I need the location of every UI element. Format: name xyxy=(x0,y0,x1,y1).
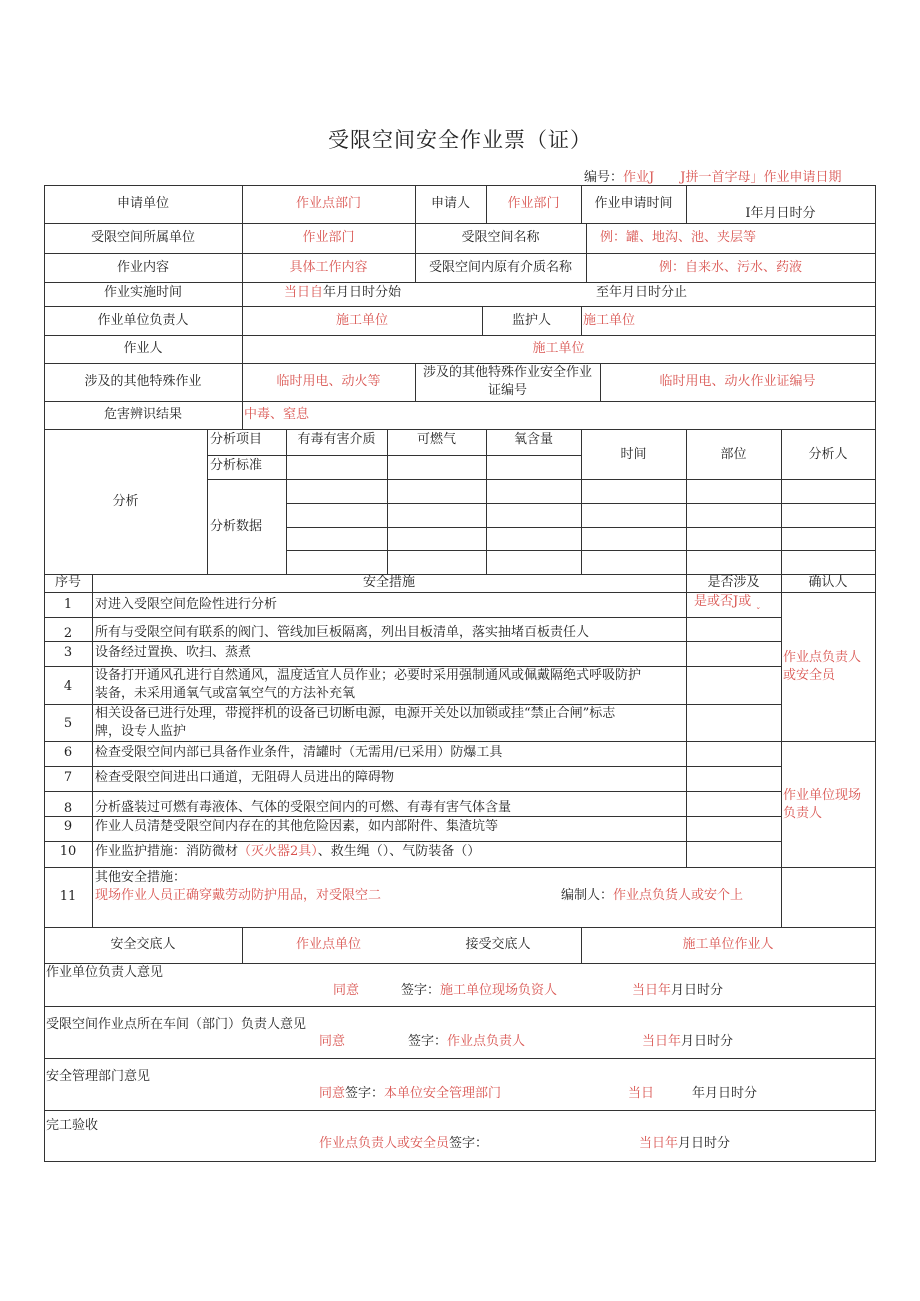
confirmer-a: 作业点负责人 xyxy=(783,650,862,665)
measure-text: 对进入受限空间危险性进行分析 xyxy=(95,597,278,612)
editor-label: 编制人： xyxy=(561,888,614,903)
serial-value: 作业J xyxy=(623,170,655,185)
content-value: 具体工作内容 xyxy=(289,260,368,275)
handover-to-label: 接受交底人 xyxy=(465,937,531,952)
measure-text: 分析盛装过可燃有毒液体、气体的受限空间内的可燃、有毒有害气体含量 xyxy=(95,800,512,815)
sign-label: 签字： xyxy=(408,1034,448,1049)
sign-label: 签字： xyxy=(345,1086,385,1101)
measure-no: 7 xyxy=(63,770,73,785)
special-cert-value: 临时用电、动火作业证编号 xyxy=(659,374,816,389)
col-time: 时间 xyxy=(620,447,647,462)
other-measures-text: 现场作业人员正确穿戴劳动防护用品，对受限空二 xyxy=(95,888,382,903)
opinion-date xyxy=(632,983,723,999)
owner-unit-value: 作业部门 xyxy=(302,230,355,245)
measures-header: 安全措施 xyxy=(362,575,415,590)
medium-label: 受限空间内原有介质名称 xyxy=(428,260,572,275)
sign-value: 作业点负责人 xyxy=(447,1034,526,1049)
hazard-label: 危害辨识结果 xyxy=(103,407,182,422)
measure-10-text: 作业监护措施：消防微材 xyxy=(95,844,239,859)
leader-value: 施工单位 xyxy=(335,313,388,328)
measure-no: 5 xyxy=(63,716,73,731)
date-red: 当日年 xyxy=(632,983,672,998)
date-text: 月日时分 xyxy=(671,983,724,998)
opinion-date xyxy=(639,1136,730,1152)
date-text: 月日时分 xyxy=(681,1034,734,1049)
other-measures-label: 其他安全措施： xyxy=(95,870,187,885)
measure-text-2: 装备，未采用通氧气或富氧空气的方法补充氧 xyxy=(95,686,356,701)
measure-no: 8 xyxy=(63,801,73,816)
sign-label: 签字： xyxy=(401,983,441,998)
apply-time-value: I年月日时分 xyxy=(745,206,816,221)
opinion-sign xyxy=(401,983,557,999)
impl-time-label: 作业实施时间 xyxy=(103,285,182,300)
measure-no: 4 xyxy=(63,679,73,694)
impl-time-from-text: 年月日时分始 xyxy=(323,285,402,300)
measure-text: 所有与受限空间有联系的阀门、管线加巨板隔离，列出目板清单，落实抽堵百板责任人 xyxy=(95,625,590,640)
editor-value: 作业点负货人或安个上 xyxy=(613,888,744,903)
form-title: 受限空间安全作业票（证） xyxy=(328,128,592,152)
analysis-label: 分析 xyxy=(112,494,139,509)
handover-from-value: 作业点单位 xyxy=(295,937,361,952)
medium-value: 例：自来水、污水、药液 xyxy=(658,260,802,275)
opinion-title: 受限空间作业点所在车间（部门）负责人意见 xyxy=(46,1017,307,1032)
involved-note: 是或否J或 xyxy=(694,594,752,609)
analysis-item-label: 分析项目 xyxy=(210,432,263,447)
measure-text: 检查受限空间内部已具备作业条件，清罐时（无需用/已采用）防爆工具 xyxy=(95,745,503,760)
apply-time-label: 作业申请时间 xyxy=(594,196,673,211)
permit-table xyxy=(44,185,876,1161)
applicant-value: 作业部门 xyxy=(507,196,560,211)
confirmer-a-2: 或安全员 xyxy=(783,668,836,683)
confirmer-b: 作业单位现场 xyxy=(783,788,862,803)
col-location: 部位 xyxy=(720,447,747,462)
measure-no: 9 xyxy=(63,819,73,834)
handover-to-value: 施工单位作业人 xyxy=(682,937,774,952)
measure-no: 6 xyxy=(63,745,73,760)
opinion-title: 安全管理部门意见 xyxy=(46,1069,151,1084)
opinion-agree: 同意 xyxy=(319,1034,346,1049)
date-text: 月日时分 xyxy=(678,1136,731,1151)
content-label: 作业内容 xyxy=(116,260,169,275)
guardian-value: 施工单位 xyxy=(583,313,636,328)
space-name-label: 受限空间名称 xyxy=(461,230,540,245)
measure-text: 设备打开通风孔进行自然通风，温度适宜人员作业；必要时采用强制通风或佩戴隔绝式呼吸防护 xyxy=(95,668,642,683)
serial-label: 编号： xyxy=(584,170,624,185)
date-red: 当日 xyxy=(628,1086,655,1101)
special-cert-label: 涉及的其他特殊作业安全作业 xyxy=(422,365,592,380)
sign-value: 本单位安全管理部门 xyxy=(384,1086,502,1101)
apply-unit-value: 作业点部门 xyxy=(295,196,361,211)
measure-text: 作业人员清楚受限空间内存在的其他危险因素，如内部附件、集渣坑等 xyxy=(95,819,499,834)
date-red: 当日年 xyxy=(639,1136,679,1151)
owner-unit-label: 受限空间所属单位 xyxy=(90,230,195,245)
impl-time-from-red: 当日自 xyxy=(284,285,324,300)
special-value: 临时用电、动火等 xyxy=(276,374,381,389)
analysis-std-label: 分析标准 xyxy=(210,458,263,473)
serial-number xyxy=(584,166,841,185)
leader-label: 作业单位负责人 xyxy=(97,313,189,328)
hazard-value: 中毒、窒息 xyxy=(244,407,310,422)
editor xyxy=(561,888,743,904)
measure-text xyxy=(95,844,480,860)
apply-unit-label: 申请单位 xyxy=(116,196,169,211)
involved-note-2: ˇ xyxy=(756,608,761,618)
opinion-agree: 同意 xyxy=(333,983,360,998)
sign-value: 施工单位现场负资人 xyxy=(440,983,558,998)
col-oxygen: 氧含量 xyxy=(513,432,553,447)
opinion-agree: 作业点负责人或安全员 xyxy=(319,1136,450,1151)
opinion-agree: 同意 xyxy=(319,1086,346,1101)
measure-no: 3 xyxy=(63,645,73,660)
opinion-sign xyxy=(408,1034,525,1050)
measure-text: 检查受限空间进出口通道，无阻碍人员进出的障碍物 xyxy=(95,770,395,785)
measure-no: 10 xyxy=(59,844,77,859)
opinion-sign xyxy=(319,1136,488,1152)
worker-value: 施工单位 xyxy=(532,341,585,356)
impl-time-to: 至年月日时分止 xyxy=(596,285,688,300)
measure-text-2: 牌，设专人监护 xyxy=(95,724,187,739)
col-flammable: 可燃气 xyxy=(416,432,456,447)
serial-value-2: J拼一首字母」作业申请日期 xyxy=(680,170,842,185)
confirmer-b-2: 负责人 xyxy=(783,806,823,821)
handover-from-label: 安全交底人 xyxy=(110,937,176,952)
applicant-label: 申请人 xyxy=(430,196,470,211)
measure-no: 2 xyxy=(63,626,73,641)
date-red: 当日年 xyxy=(642,1034,682,1049)
special-label: 涉及的其他特殊作业 xyxy=(84,374,202,389)
impl-time-from xyxy=(284,285,401,301)
measure-10-red: （灭火器2具） xyxy=(238,844,318,859)
measure-10-after: 、救生绳（）、气防装备（） xyxy=(317,844,481,859)
opinion-sign xyxy=(319,1086,501,1102)
measure-text: 相关设备已进行处理，带搅拌机的设备已切断电源，电源开关处以加锁或挂“禁止合闸”标志 xyxy=(95,706,616,721)
measure-text: 设备经过置换、吹扫、蒸煮 xyxy=(95,645,252,660)
col-analyst: 分析人 xyxy=(808,447,848,462)
analysis-data-label: 分析数据 xyxy=(210,519,263,534)
space-name-value: 例：罐、地沟、池、夹层等 xyxy=(600,230,757,245)
sign-label: 签字： xyxy=(449,1136,489,1151)
date-text: 年月日时分 xyxy=(692,1086,758,1101)
col-toxic: 有毒有害介质 xyxy=(297,432,376,447)
measure-no: 11 xyxy=(59,889,77,904)
opinion-title: 完工验收 xyxy=(46,1118,99,1133)
opinion-title: 作业单位负责人意见 xyxy=(46,965,164,980)
measures-no-header: 序号 xyxy=(54,575,81,590)
guardian-label: 监护人 xyxy=(511,313,551,328)
special-cert-label-2: 证编号 xyxy=(487,383,527,398)
opinion-date xyxy=(642,1034,733,1050)
worker-label: 作业人 xyxy=(123,341,163,356)
involved-header: 是否涉及 xyxy=(707,575,760,590)
confirmer-header: 确认人 xyxy=(808,575,848,590)
measure-no: 1 xyxy=(63,597,73,612)
